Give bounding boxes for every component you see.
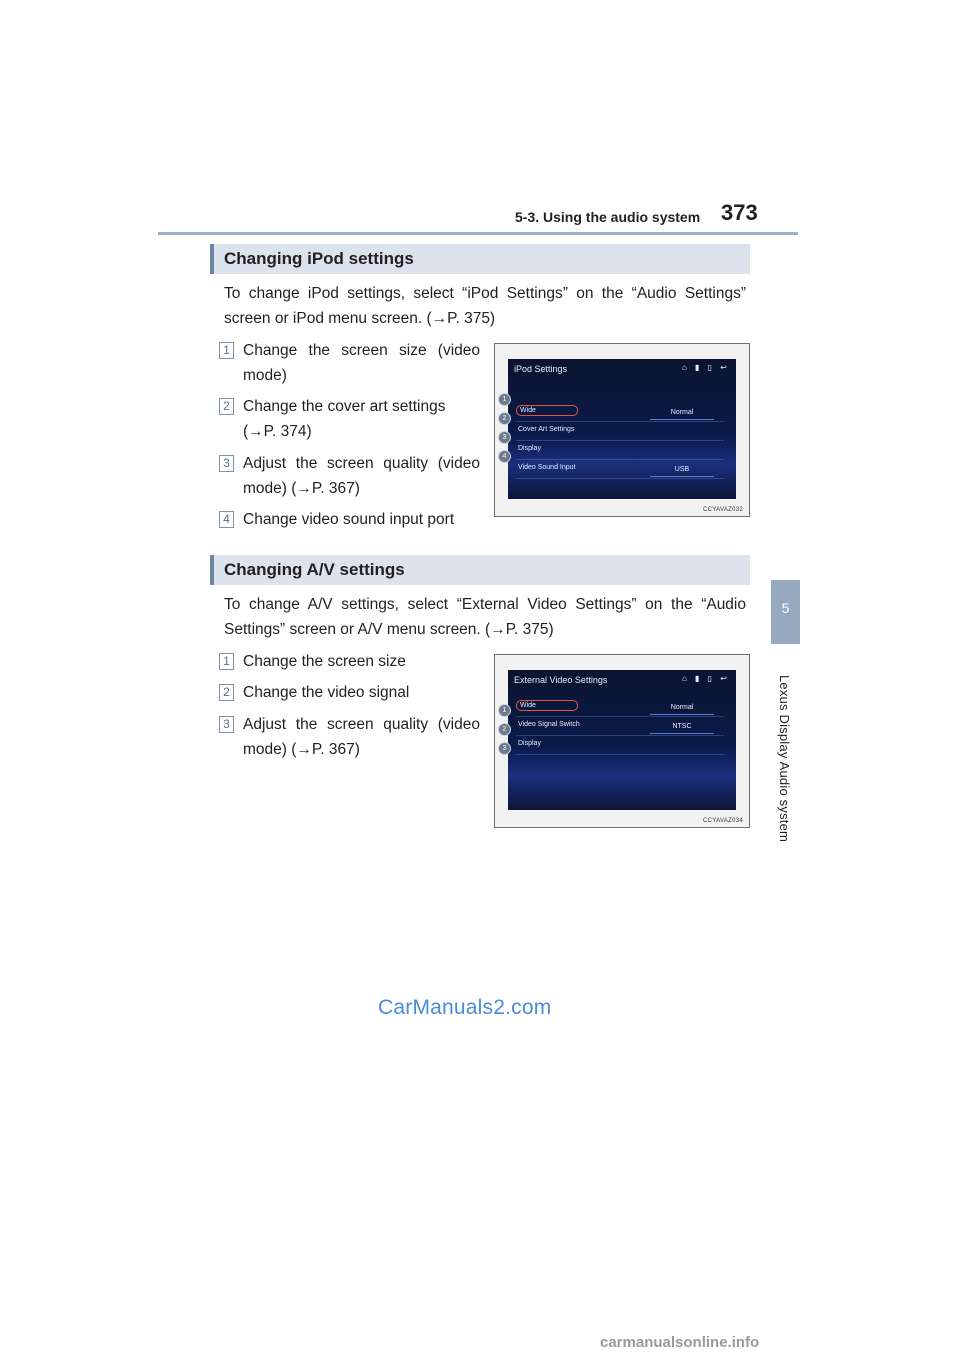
ipod-item-1 — [243, 338, 480, 388]
screen-row-label: Video Signal Switch — [518, 721, 580, 728]
item-number-badge: 3 — [219, 716, 234, 733]
av-intro-paragraph: To change A/V settings, select “External Video Settings” on the “Audio Settings” screen or A/V menu screen. (→P. 375) — [224, 596, 746, 638]
page-reference-link[interactable]: mode) (→P. 367) — [243, 741, 360, 758]
ipod-item-4 — [243, 507, 480, 532]
screen-row — [516, 462, 724, 479]
screen-title: External Video Settings — [514, 675, 608, 685]
item-number-badge: 2 — [219, 684, 234, 701]
status-icons: ⌂ ▮ ▯ ↩ — [681, 363, 730, 372]
watermark-link[interactable]: CarManuals2.com — [378, 996, 552, 1019]
callout-badge: 3 — [498, 431, 511, 444]
screen-row-label: Video Sound Input — [518, 464, 576, 471]
footer-watermark: carmanualsonline.info — [600, 1334, 760, 1351]
chapter-tab-number: 5 — [781, 600, 790, 616]
screen-row-value: NTSC — [650, 720, 714, 734]
screen-row — [516, 700, 724, 717]
screen-row-label: Display — [518, 740, 541, 747]
screen-row — [516, 424, 724, 441]
section-heading-av — [210, 555, 750, 585]
screen-row-value: Normal — [650, 406, 714, 420]
av-item-1 — [243, 649, 480, 674]
ipod-settings-screenshot — [494, 343, 750, 517]
section-heading-ipod — [210, 244, 750, 274]
callout-badge: 4 — [498, 450, 511, 463]
screen-row-label: Wide — [518, 702, 576, 709]
item-line: Change the screen size — [243, 653, 406, 670]
item-line: mode) — [243, 367, 287, 384]
av-item-3 — [243, 712, 480, 762]
item-line: Change the screen size (video — [243, 342, 480, 359]
av-item-2 — [243, 680, 480, 705]
screen-row — [516, 719, 724, 736]
chapter-tab-label: Lexus Display Audio system — [777, 675, 792, 843]
running-header-section: 5-3. Using the audio system — [515, 209, 701, 225]
screen-title: iPod Settings — [514, 364, 568, 374]
item-line: Change the cover art settings — [243, 398, 446, 415]
image-code: CCYAVAZ034 — [702, 818, 743, 824]
screen-row-value: USB — [650, 463, 714, 477]
item-line: Adjust the screen quality (video — [243, 716, 480, 733]
status-icons: ⌂ ▮ ▯ ↩ — [681, 674, 730, 683]
item-number-badge: 1 — [219, 342, 234, 359]
screen-row-label: Wide — [518, 407, 576, 414]
item-line: Change the video signal — [243, 684, 410, 701]
page-reference-link[interactable]: (→P. 374) — [243, 423, 312, 440]
header-rule — [158, 232, 798, 235]
callout-badge: 1 — [498, 393, 511, 406]
item-line: Adjust the screen quality (video — [243, 455, 480, 472]
page-reference-link[interactable]: mode) (→P. 367) — [243, 480, 360, 497]
screen-row — [516, 443, 724, 460]
external-video-settings-screenshot — [494, 654, 750, 828]
screen-row-value: Normal — [650, 701, 714, 715]
callout-badge: 3 — [498, 742, 511, 755]
screen-row-label: Cover Art Settings — [518, 426, 575, 433]
callout-badge: 2 — [498, 412, 511, 425]
screen-row — [516, 405, 724, 422]
image-code: CCYAVAZ032 — [702, 507, 743, 513]
display-screen — [508, 670, 736, 810]
item-number-badge: 3 — [219, 455, 234, 472]
display-screen — [508, 359, 736, 499]
ipod-item-2 — [243, 394, 480, 444]
section-heading-text: Changing A/V settings — [224, 560, 405, 579]
item-number-badge: 2 — [219, 398, 234, 415]
item-number-badge: 1 — [219, 653, 234, 670]
item-number-badge: 4 — [219, 511, 234, 528]
ipod-item-3 — [243, 451, 480, 501]
item-line: Change video sound input port — [243, 511, 455, 528]
section-heading-text: Changing iPod settings — [224, 249, 414, 268]
ipod-intro-paragraph: To change iPod settings, select “iPod Settings” on the “Audio Settings” screen or iPod menu screen. (→P. 375) — [224, 285, 746, 327]
callout-badge: 2 — [498, 723, 511, 736]
page-number: 373 — [721, 200, 758, 225]
screen-row — [516, 738, 724, 755]
screen-row-label: Display — [518, 445, 541, 452]
callout-badge: 1 — [498, 704, 511, 717]
